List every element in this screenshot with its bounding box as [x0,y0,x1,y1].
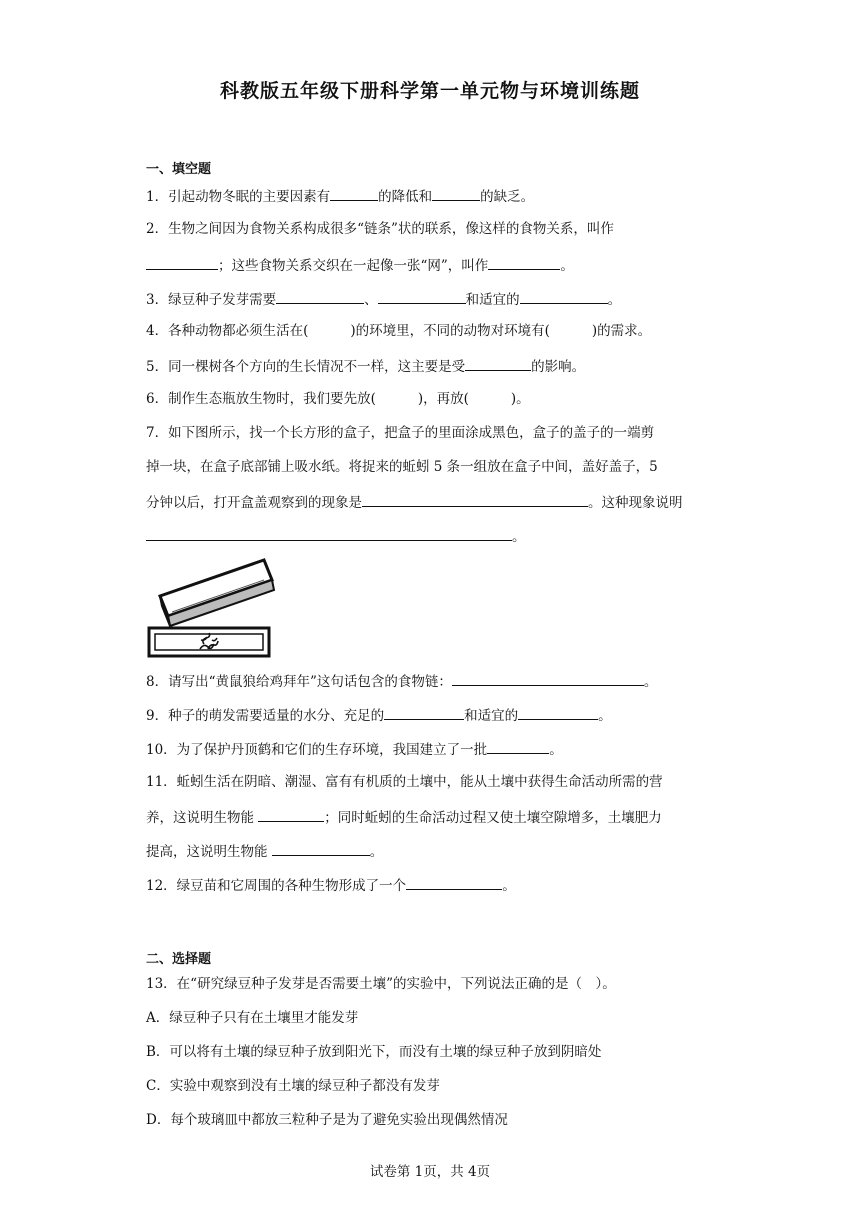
q9-blank-2[interactable] [518,705,598,720]
question-7-line-1: 7．如下图所示，找一个长方形的盒子，把盒子的里面涂成黑色，盒子的盖子的一端剪 [146,425,655,441]
question-8 [146,671,657,691]
q9-text-a: 9．种子的萌发需要适量的水分、充足的 [146,708,385,724]
q5-blank-1[interactable] [465,356,531,371]
q5-text-b: 的影响。 [531,359,586,375]
question-7-line-3 [146,492,683,512]
q1-blank-2[interactable] [432,186,480,201]
question-2-line-2 [146,255,574,275]
q3-text-a: 3．绿豆种子发芽需要 [146,292,277,308]
question-3 [146,289,621,309]
q1-text-b: 的降低和 [378,189,433,205]
earthworm-box-figure [146,552,276,658]
q5-text-a: 5．同一棵树各个方向的生长情况不一样，这主要是受 [146,359,466,375]
question-7-line-4 [146,526,526,546]
q9-text-b: 和适宜的 [464,708,519,724]
q2-blank-2[interactable] [488,255,560,270]
q13-option-a[interactable]: A．绿豆种子只有在土壤里才能发芽 [146,1010,359,1026]
q3-text-c: 和适宜的 [465,292,520,308]
q11-text-b: ；同时蚯蚓的生命活动过程又使土壤空隙增多，土壤肥力 [324,810,662,826]
question-7-line-2: 掉一块，在盒子底部铺上吸水纸。将捉来的蚯蚓 5 条一组放在盒子中间，盖好盖子，5 [146,459,658,475]
q3-blank-1[interactable] [276,289,364,304]
section-heading-multiple-choice: 二、选择题 [146,952,212,967]
q9-text-c: 。 [598,708,612,724]
q10-text-a: 10．为了保护丹顶鹤和它们的生存环境，我国建立了一批 [146,742,488,758]
q12-blank-1[interactable] [406,875,502,890]
box-base [149,628,269,656]
q6-text-b: )，再放( [417,391,469,407]
q7-text-b: 。这种现象说明 [588,495,683,511]
question-10 [146,739,563,759]
q1-text-a: 1．引起动物冬眠的主要因素有 [146,189,331,205]
q13-option-b[interactable]: B．可以将有土壤的绿豆种子放到阳光下，而没有土壤的绿豆种子放到阴暗处 [146,1044,602,1060]
q13-option-c[interactable]: C．实验中观察到没有土壤的绿豆种子都没有发芽 [146,1078,440,1094]
q10-blank-1[interactable] [487,739,549,754]
q3-blank-3[interactable] [520,289,608,304]
q2-text-c: 。 [560,258,574,274]
q11-text-d: 。 [369,844,384,860]
q2-text-b: ；这些食物关系交织在一起像一张“网”，叫作 [218,258,489,274]
question-4 [146,322,651,340]
question-11-line-1: 11．蚯蚓生活在阴暗、潮湿、富有有机质的土壤中，能从土壤中获得生命活动所需的营 [146,774,663,790]
q10-text-b: 。 [549,742,563,758]
question-9 [146,705,612,725]
q6-text-c: )。 [510,391,530,407]
q4-text-c: )的需求。 [591,323,652,339]
q7-text-end: 。 [512,529,526,545]
page-title: 科教版五年级下册科学第一单元物与环境训练题 [219,80,640,102]
q3-blank-2[interactable] [378,289,466,304]
q8-text-a: 8．请写出“黄鼠狼给鸡拜年”这句话包含的食物链： [146,674,452,690]
q1-blank-1[interactable] [330,186,378,201]
q4-text-b: )的环境里，不同的动物对环境有( [350,323,550,339]
q4-text-a: 4．各种动物都必须生活在( [146,323,309,339]
q6-text-a: 6．制作生态瓶放生物时，我们要先放( [146,391,376,407]
q11-text-c: 提高，这说明生物能 [146,844,272,860]
q12-text-a: 12．绿豆苗和它周围的各种生物形成了一个 [146,878,407,894]
question-2-line-1: 2．生物之间因为食物关系构成很多“链条”状的联系，像这样的食物关系，叫作 [146,221,614,237]
question-5 [146,356,585,376]
page-footer: 试卷第 1页，共 4页 [369,1164,491,1180]
q1-text-c: 的缺乏。 [480,189,535,205]
question-6 [146,390,530,408]
q3-text-d: 。 [607,292,622,308]
question-12 [146,875,516,895]
box-lid [160,560,274,626]
q3-text-b: 、 [364,292,378,308]
q7-blank-1[interactable] [362,492,588,507]
q2-blank-1[interactable] [146,255,218,270]
q11-text-a: 养，这说明生物能 [146,810,259,826]
q12-text-b: 。 [502,878,516,894]
q9-blank-1[interactable] [384,705,464,720]
q13-option-d[interactable]: D．每个玻璃皿中都放三粒种子是为了避免实验出现偶然情况 [146,1112,508,1128]
section-heading-fill-blank: 一、填空题 [146,162,212,177]
question-13-stem: 13．在“研究绿豆种子发芽是否需要土壤”的实验中，下列说法正确的是（ ）。 [146,976,616,992]
q8-blank-1[interactable] [452,671,644,686]
q7-blank-2[interactable] [146,526,512,541]
q7-text-a: 分钟以后，打开盒盖观察到的现象是 [146,495,362,511]
question-1 [146,186,534,206]
question-11-line-2 [146,807,662,827]
q11-blank-2[interactable] [272,841,370,856]
q8-text-b: 。 [643,674,658,690]
q11-blank-1[interactable] [258,807,324,822]
question-11-line-3 [146,841,383,861]
